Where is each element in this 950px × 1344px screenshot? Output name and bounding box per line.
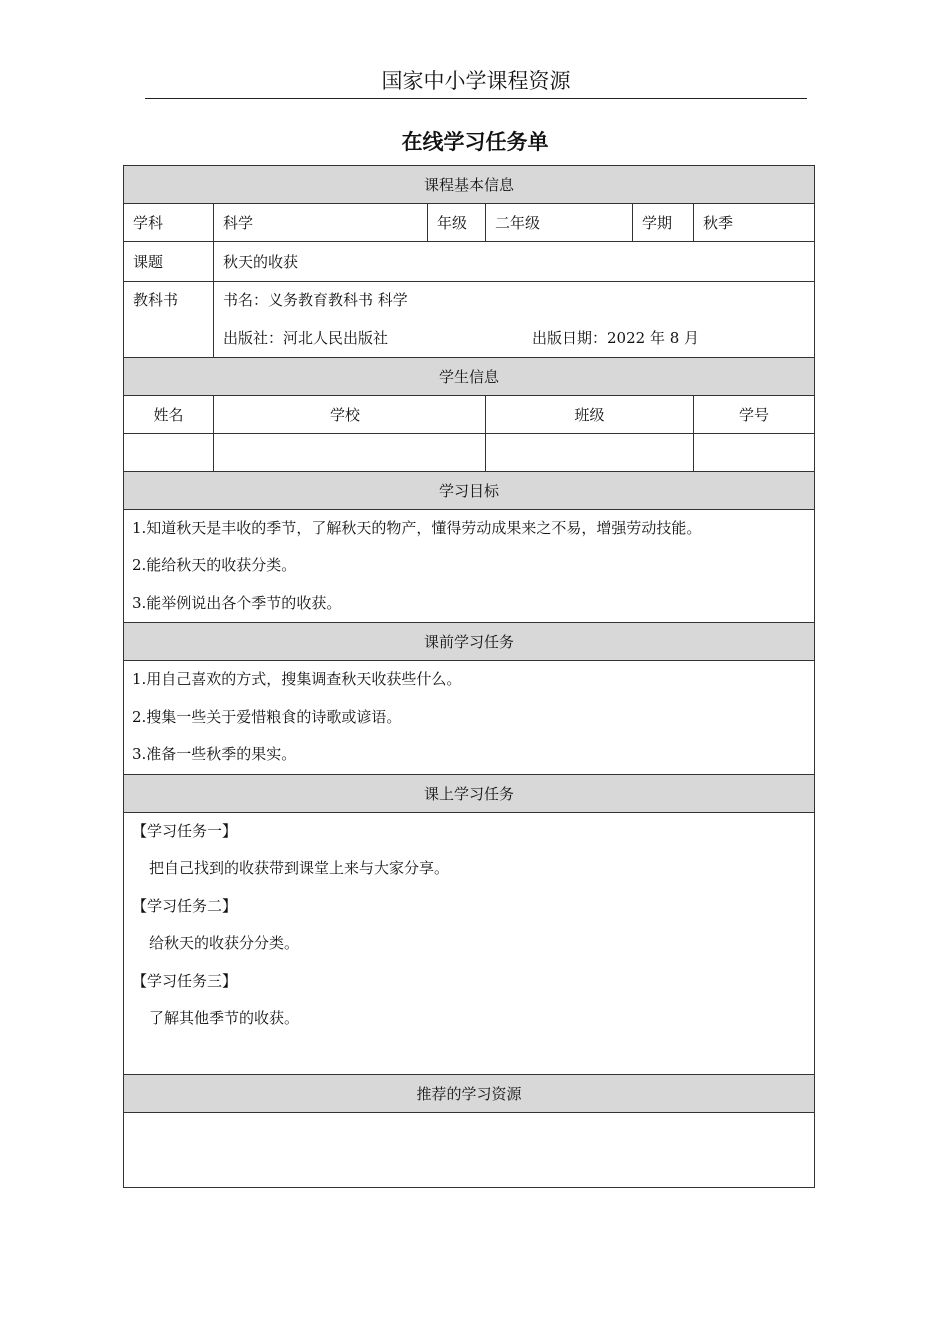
section-in-class: 课上学习任务	[124, 774, 815, 812]
topic-value: 秋天的收获	[214, 242, 815, 282]
task-heading: 【学习任务一】	[132, 821, 238, 840]
pre-class-task-item: 3.准备一些秋季的果实。	[132, 745, 297, 763]
pre-class-task-item: 1.用自己喜欢的方式，搜集调查秋天收获些什么。	[132, 670, 462, 688]
student-col-school-text: 学校	[329, 405, 360, 424]
student-school-cell[interactable]	[214, 433, 486, 471]
textbook-label-text: 教科书	[133, 291, 179, 309]
task-body: 了解其他季节的收获。	[149, 1009, 300, 1027]
objective-item: 1.知道秋天是丰收的季节，了解秋天的物产，懂得劳动成果来之不易，增强劳动技能。	[132, 518, 702, 537]
section-objectives: 学习目标	[124, 471, 815, 509]
student-col-school	[214, 395, 486, 433]
objectives-list	[124, 509, 815, 623]
student-name-cell[interactable]	[124, 433, 214, 471]
subject-label: 学科	[124, 204, 214, 242]
task-heading: 【学习任务三】	[132, 971, 238, 990]
student-col-id: 学号	[694, 395, 815, 433]
pre-class-task-item: 2.搜集一些关于爱惜粮食的诗歌或谚语。	[132, 707, 402, 726]
publisher: 出版社：河北人民出版社	[223, 328, 389, 347]
publish-date: 出版日期：2022 年 8 月	[532, 328, 700, 347]
student-col-class	[486, 395, 694, 433]
task-heading: 【学习任务二】	[132, 896, 238, 915]
student-id-cell[interactable]	[694, 433, 815, 471]
grade-label: 年级	[428, 204, 486, 242]
term-value: 秋季	[694, 204, 815, 242]
publisher-row	[223, 320, 805, 357]
objective-item: 2.能给秋天的收获分类。	[132, 556, 297, 574]
grade-value: 二年级	[486, 204, 633, 242]
section-resources: 推荐的学习资源	[124, 1074, 815, 1112]
student-col-class-text: 班级	[574, 405, 605, 424]
term-label: 学期	[633, 204, 694, 242]
task-sheet-table	[123, 165, 815, 1188]
book-name: 书名：义务教育教科书 科学	[223, 291, 408, 309]
subject-value: 科学	[214, 204, 428, 242]
section-course-info: 课程基本信息	[124, 166, 815, 204]
student-col-name: 姓名	[124, 395, 214, 433]
site-title: 国家中小学课程资源	[381, 69, 571, 93]
objective-item: 3.能举例说出各个季节的收获。	[132, 593, 342, 612]
textbook-details	[214, 282, 815, 358]
section-pre-class: 课前学习任务	[124, 623, 815, 661]
section-student-info: 学生信息	[124, 357, 815, 395]
task-body: 把自己找到的收获带到课堂上来与大家分享。	[149, 859, 450, 877]
resources-content	[124, 1112, 815, 1187]
site-header	[145, 66, 807, 99]
textbook-label	[124, 282, 214, 358]
in-class-task-list	[124, 812, 815, 1074]
task-body: 给秋天的收获分分类。	[149, 934, 300, 952]
pre-class-task-list	[124, 661, 815, 775]
student-class-cell[interactable]	[486, 433, 694, 471]
document-title: 在线学习任务单	[401, 130, 549, 154]
topic-label: 课题	[124, 242, 214, 282]
